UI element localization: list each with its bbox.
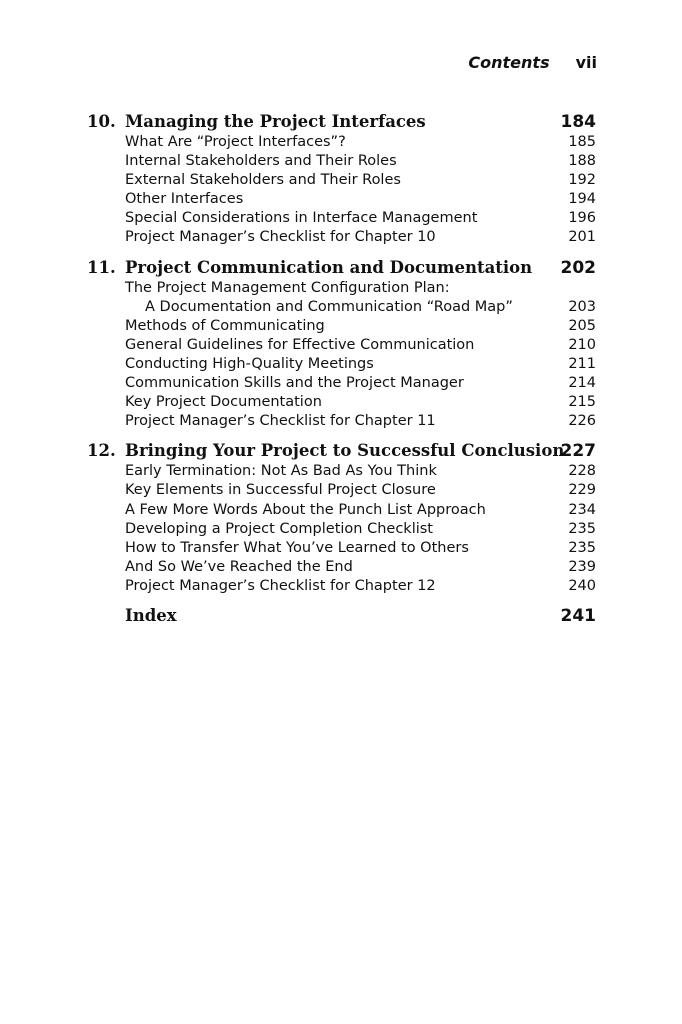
chapter-11 [0,257,682,432]
entry-page: 215 [568,394,596,411]
toc-entry[interactable] [0,190,682,209]
entry-label: General Guidelines for Effective Communication [125,336,475,353]
entry-page: 201 [568,229,596,246]
chapter-number: 12. [87,441,116,461]
entry-label: Key Project Documentation [125,394,322,411]
toc-entry [0,279,682,298]
toc-entry[interactable] [0,412,682,431]
entry-label: Special Considerations in Interface Management [125,210,478,227]
entry-label: Other Interfaces [125,191,244,208]
entry-label: Project Manager’s Checklist for Chapter 11 [125,413,436,430]
entry-page: 185 [568,134,596,150]
entry-label: Key Elements in Successful Project Closure [125,482,436,499]
entry-label: What Are “Project Interfaces”? [125,134,346,150]
toc-entry[interactable] [0,298,682,317]
entry-page: 234 [568,501,596,518]
entry-page: 226 [568,413,596,430]
toc-entry[interactable] [0,374,682,393]
entry-page: 196 [568,210,596,227]
entry-page: 194 [568,191,596,208]
entry-label: Developing a Project Completion Checklist [125,520,433,537]
chapter-12 [0,440,682,596]
toc-entry[interactable] [0,462,682,481]
chapter-title: Bringing Your Project to Successful Conclusion [125,441,565,461]
entry-page: 239 [568,558,596,575]
table-of-contents [0,111,682,627]
entry-page: 211 [568,355,596,372]
entry-page: 188 [568,153,596,170]
running-head-title: Contents [468,53,550,72]
entry-label: How to Transfer What You’ve Learned to Others [125,539,469,556]
entry-page: 229 [568,482,596,499]
toc-entry[interactable] [0,171,682,190]
entry-page: 203 [568,298,596,315]
toc-entry[interactable] [0,317,682,336]
entry-page: 235 [568,520,596,537]
chapter-page: 184 [560,112,596,132]
toc-entry[interactable] [0,133,682,152]
toc-entry[interactable] [0,558,682,577]
entry-label: A Few More Words About the Punch List Approach [125,501,486,518]
index-title: Index [125,605,177,625]
entry-label: Conducting High-Quality Meetings [125,355,374,372]
entry-page: 240 [568,577,596,594]
chapter-title: Project Communication and Documentation [125,257,533,277]
entry-label: Methods of Communicating [125,317,325,334]
toc-entry[interactable] [0,209,682,228]
toc-entry[interactable] [0,520,682,539]
entry-label: Early Termination: Not As Bad As You Think [125,463,437,480]
chapter-page: 202 [560,257,596,278]
toc-entry[interactable] [0,577,682,596]
entry-label: And So We’ve Reached the End [125,558,353,575]
entry-label: Internal Stakeholders and Their Roles [125,153,397,170]
entry-page: 205 [568,317,596,334]
entry-label: External Stakeholders and Their Roles [125,172,401,189]
entry-page: 192 [568,172,596,189]
chapter-title: Managing the Project Interfaces [125,112,426,131]
running-head-page-number: vii [575,53,597,72]
toc-entry[interactable] [0,355,682,374]
chapter-heading[interactable] [0,257,682,279]
entry-label: The Project Management Configuration Plan: [125,279,450,296]
toc-entry[interactable] [0,152,682,171]
toc-entry[interactable] [0,228,682,247]
toc-entry[interactable] [0,481,682,500]
toc-entry[interactable] [0,393,682,412]
entry-page: 210 [568,336,596,353]
entry-label: Communication Skills and the Project Manager [125,375,464,392]
entry-label: A Documentation and Communication “Road Map” [145,298,513,315]
entry-page: 214 [568,375,596,392]
chapter-page: 227 [560,441,596,462]
entry-label: Project Manager’s Checklist for Chapter 12 [125,577,436,594]
chapter-heading[interactable] [0,111,682,133]
chapter-number: 10. [87,112,116,131]
toc-entry[interactable] [0,539,682,558]
toc-entry[interactable] [0,336,682,355]
chapter-10 [0,111,682,248]
entry-page: 228 [568,463,596,480]
index-page: 241 [560,605,596,626]
toc-entry[interactable] [0,501,682,520]
running-head [0,53,597,72]
index-entry[interactable] [0,605,682,627]
entry-label: Project Manager’s Checklist for Chapter 10 [125,229,436,246]
chapter-heading[interactable] [0,440,682,462]
chapter-number: 11. [87,257,116,277]
entry-page: 235 [568,539,596,556]
